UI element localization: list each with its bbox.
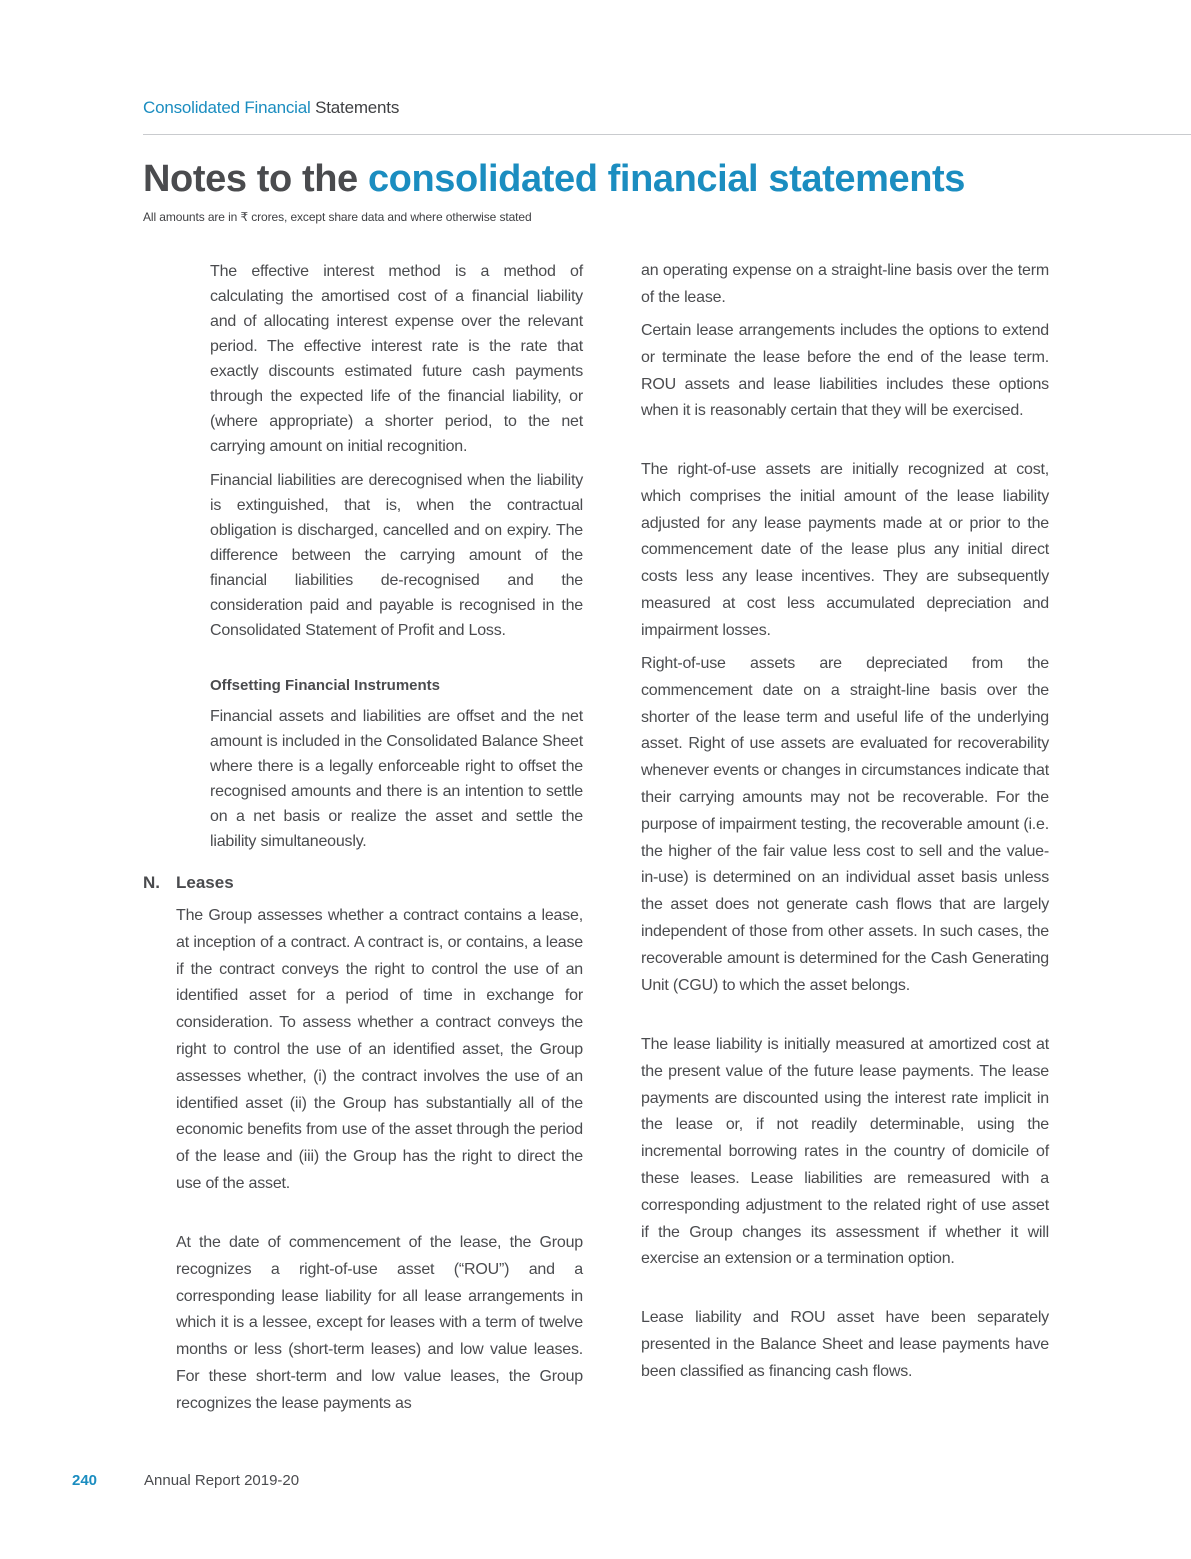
paragraph-initial-recognition: The right-of-use assets are initially recognized at cost, which comprises the initial amount of the lease liability adjusted for any lease payments made at or prior to the commencement date of the lease plus any initial direct costs less any lease incentives. They are subsequently measured at cost less accumulated depreciation and impairment losses.	[641, 461, 1049, 639]
offsetting-heading: Offsetting Financial Instruments	[210, 677, 441, 694]
section-title-leases: Leases	[176, 873, 234, 892]
header-divider	[143, 134, 1191, 135]
section-header-rest: Statements	[315, 98, 400, 117]
paragraph-leases-commencement: At the date of commencement of the lease, the Group recognizes a right-of-use asset (“ROU”) and a corresponding lease liability for all lease arrangements in which it is a lessee, except for leases with a term of twelve months or less (short-term leases) and low value leases. For these short-term and low value leases, the Group recognizes the lease payments as	[176, 1234, 583, 1412]
page-subtitle: All amounts are in ₹ crores, except share data and where otherwise stated	[143, 210, 532, 224]
paragraph-offsetting: Financial assets and liabilities are offset and the net amount is included in the Consolidated Balance Sheet where there is a legally enforceable right to offset the recognised amounts and there is an intention to settle on a net basis or realize the asset and settle the liability simultaneously.	[210, 708, 583, 850]
section-letter: N.	[143, 873, 160, 892]
paragraph-derecognised: Financial liabilities are derecognised when the liability is extinguished, that is, when the contractual obligation is discharged, cancelled and on expiry. The difference between the carrying amount of the financial liabilities de-recognised and the consideration paid and payable is recognised in the Consolidated Statement of Profit and Loss.	[210, 472, 583, 639]
section-header	[143, 98, 399, 118]
section-header-accent: Consolidated Financial	[143, 98, 311, 117]
page-title	[143, 158, 965, 201]
paragraph-lease-liability: The lease liability is initially measured at amortized cost at the present value of the future lease payments. The lease payments are discounted using the interest rate implicit in the lease or, if not readily determinable, using the incremental borrowing rates in the country of domicile of these leases. Lease liabilities are remeasured with a corresponding adjustment to the related right of use asset if the Group changes its assessment if whether it will exercise an extension or a termination option.	[641, 1036, 1049, 1268]
page-title-dark: Notes to the	[143, 158, 358, 200]
report-name: Annual Report 2019-20	[144, 1472, 300, 1489]
paragraph-leases-assess: The Group assesses whether a contract contains a lease, at inception of a contract. A contract is, or contains, a lease if the contract conveys the right to control the use of an identified asset for a period of time in exchange for consideration. To assess whether a contract conveys the right to control the use of an identified asset, the Group assesses whether, (i) the contract involves the use of an identified asset (ii) the Group has substantially all of the economic benefits from use of the asset through the period of the lease and (iii) the Group has the right to direct the use of the asset.	[176, 907, 583, 1192]
paragraph-presentation: Lease liability and ROU asset have been separately presented in the Balance Sheet and lease payments have been classified as financing cash flows.	[641, 1309, 1049, 1380]
paragraph-continuation: an operating expense on a straight-line basis over the term of the lease.	[641, 262, 1049, 306]
paragraph-effective-interest: The effective interest method is a method of calculating the amortised cost of a financial liability and of allocating interest expense over the relevant period. The effective interest rate is the rate that exactly discounts estimated future cash payments through the expected life of the financial liability, or (where appropriate) a shorter period, to the net carrying amount on initial recognition.	[210, 263, 583, 455]
page-number: 240	[72, 1472, 98, 1489]
page-title-accent: consolidated financial statements	[367, 158, 966, 200]
paragraph-depreciation: Right-of-use assets are depreciated from the commencement date on a straight-line basis over the shorter of the lease term and useful life of the underlying asset. Right of use assets are evaluated for recoverability whenever events or changes in circumstances indicate that their carrying amounts may not be recoverable. For the purpose of impairment testing, the recoverable amount (i.e. the higher of the fair value less cost to sell and the value-in-use) is determined on an individual asset basis unless the asset does not generate cash flows that are largely independent of those from other assets. In such cases, the recoverable amount is determined for the Cash Generating Unit (CGU) to which the asset belongs.	[641, 655, 1049, 994]
paragraph-options: Certain lease arrangements includes the options to extend or terminate the lease before the end of the lease term. ROU assets and lease liabilities includes these options when it is reasonably certain that they will be exercised.	[641, 322, 1049, 420]
